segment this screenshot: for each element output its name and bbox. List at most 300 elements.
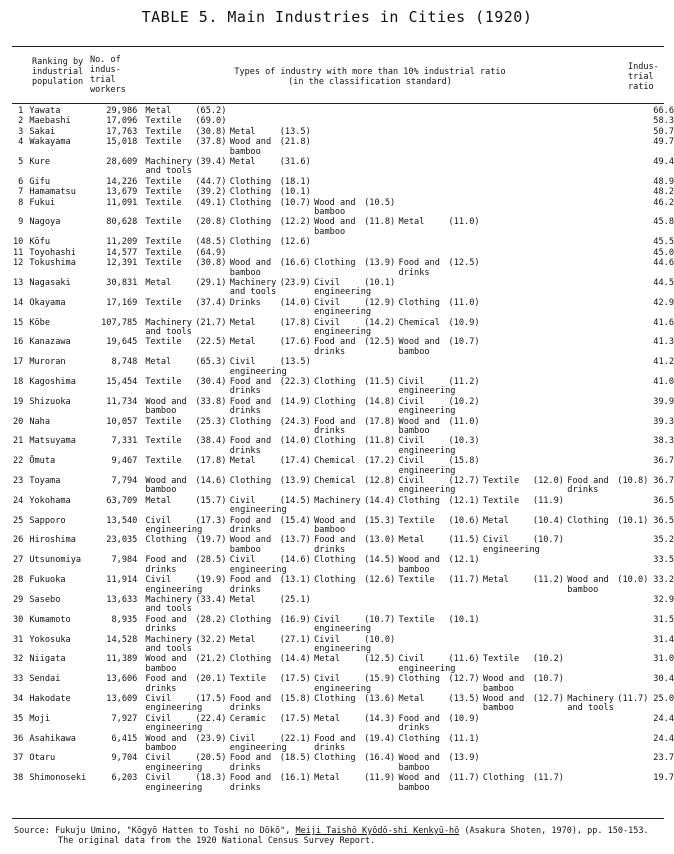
workers-cell: 11,914 [106, 575, 138, 586]
industry-percent: (11.7) [448, 773, 480, 784]
industry-name: Metal [229, 317, 256, 328]
industry-name: Textile [145, 436, 182, 447]
city-cell: Maebashi [29, 116, 71, 127]
table-row [12, 774, 674, 794]
industry-cell [310, 497, 394, 517]
industry-percent: (10.5) [364, 197, 396, 208]
industry-name: Textile [398, 575, 435, 586]
industry-cell [310, 774, 394, 794]
workers-cell: 9,467 [111, 456, 138, 467]
industry-cell [141, 418, 225, 438]
industry-percent: (22.5) [195, 337, 227, 348]
industry-cell [479, 378, 563, 398]
table-row [12, 497, 674, 517]
industry-name: Civil engineering [145, 515, 203, 536]
table-row [12, 418, 674, 438]
industry-cell [226, 259, 310, 279]
industry-cell [563, 437, 647, 457]
industry-cell [479, 536, 563, 556]
industry-percent: (25.1) [279, 594, 311, 605]
industry-name: Clothing [229, 217, 272, 228]
industry-name: Food and drinks [145, 555, 187, 575]
table-row [12, 735, 674, 755]
industry-name: Textile [145, 217, 182, 228]
industry-name: Wood and bamboo [398, 555, 440, 575]
industry-name: Metal [482, 575, 509, 586]
industry-cell [141, 695, 225, 715]
industry-percent: (13.5) [279, 357, 311, 368]
industry-cell [141, 138, 225, 158]
industry-cell [479, 249, 563, 259]
industry-percent: (14.6) [195, 476, 227, 487]
industry-cell [226, 378, 310, 398]
industry-name: Wood and bamboo [145, 654, 187, 674]
industry-cell [395, 178, 479, 188]
industry-name: Textile [145, 187, 182, 198]
table-row [12, 675, 674, 695]
industry-cell [395, 319, 479, 339]
industry-name: Food and drinks [314, 337, 356, 357]
industry-percent: (13.7) [279, 535, 311, 546]
industry-name: Metal [229, 157, 256, 168]
industry-name: Food and drinks [314, 535, 356, 555]
industry-name: Civil engineering [145, 713, 203, 734]
workers-cell: 7,984 [111, 555, 138, 566]
industry-cell [563, 158, 647, 178]
header-types-line2: (in the classification standard) [288, 77, 452, 87]
industry-name: Clothing [229, 197, 272, 208]
industry-percent: (17.8) [195, 456, 227, 467]
industry-cell [479, 655, 563, 675]
industry-percent: (17.5) [195, 693, 227, 704]
industry-percent: (32.2) [195, 634, 227, 645]
industry-name: Civil engineering [145, 693, 203, 714]
rank-cell: 34 [12, 693, 24, 704]
industry-percent: (11.7) [617, 693, 649, 704]
rank-cell: 7 [18, 187, 24, 198]
industry-name: Clothing [398, 733, 440, 744]
industry-cell [226, 556, 310, 576]
industry-cell [141, 398, 225, 418]
industry-percent: (12.7) [448, 476, 480, 487]
industry-percent: (14.8) [364, 396, 396, 407]
ratio-cell: 25.0 [653, 693, 674, 704]
industry-percent: (65.3) [195, 357, 227, 368]
ratio-cell: 31.4 [653, 634, 674, 645]
industry-name: Machinery and tools [145, 317, 192, 337]
city-cell: Sakai [29, 126, 56, 137]
industry-name: Clothing [314, 693, 356, 704]
industry-cell [226, 158, 310, 178]
industry-cell [226, 218, 310, 238]
ratio-cell: 35.2 [653, 535, 674, 546]
industry-cell [141, 378, 225, 398]
industry-cell [479, 418, 563, 438]
rank-cell: 11 [12, 247, 24, 258]
industry-cell [395, 636, 479, 656]
industry-percent: (10.4) [532, 515, 564, 526]
industry-cell [479, 735, 563, 755]
industry-name: Civil engineering [314, 297, 372, 318]
industry-percent: (11.2) [532, 575, 564, 586]
industry-name: Textile [398, 614, 435, 625]
industry-cell [310, 437, 394, 457]
industry-name: Ceramic [229, 713, 266, 724]
ratio-cell: 36.7 [653, 456, 674, 467]
industry-cell [563, 636, 647, 656]
industry-name: Food and drinks [229, 376, 272, 397]
table-row [12, 398, 674, 418]
industry-percent: (17.8) [364, 416, 396, 427]
table-row [12, 596, 674, 616]
industry-name: Civil engineering [145, 773, 203, 793]
industry-cell [479, 178, 563, 188]
industry-percent: (12.7) [532, 693, 564, 704]
industry-percent: (21.2) [195, 654, 227, 665]
industry-percent: (10.7) [532, 535, 564, 546]
industry-cell [563, 695, 647, 715]
industry-cell [563, 616, 647, 636]
industry-name: Wood and bamboo [229, 535, 272, 555]
industry-name: Metal [314, 773, 340, 784]
industry-cell [226, 576, 310, 596]
industry-cell [226, 199, 310, 219]
workers-cell: 7,927 [111, 713, 138, 724]
industry-percent: (15.3) [364, 515, 396, 526]
industry-percent: (13.1) [279, 575, 311, 586]
rank-cell: 3 [18, 126, 24, 137]
industry-percent: (20.1) [195, 674, 227, 685]
industry-percent: (10.1) [617, 515, 649, 526]
industry-cell [479, 457, 563, 477]
industry-percent: (14.0) [279, 436, 311, 447]
bottom-rule [12, 818, 664, 819]
industry-cell [563, 477, 647, 497]
industry-cell [226, 107, 310, 117]
industry-cell [563, 199, 647, 219]
table-row [12, 517, 674, 537]
workers-cell: 13,679 [106, 187, 138, 198]
table-title: TABLE 5. Main Industries in Cities (1920) [141, 8, 533, 26]
industry-cell [479, 188, 563, 198]
industry-cell [141, 715, 225, 735]
industry-percent: (14.4) [364, 495, 396, 506]
industry-name: Wood and bamboo [398, 773, 440, 793]
industry-cell [141, 517, 225, 537]
industry-cell [563, 138, 647, 158]
industry-cell [226, 754, 310, 774]
ratio-cell: 19.7 [653, 773, 674, 784]
industry-cell [395, 774, 479, 794]
table-row [12, 358, 674, 378]
industry-name: Machinery and tools [145, 634, 192, 654]
industry-percent: (20.5) [195, 753, 227, 764]
industry-cell [479, 774, 563, 794]
industry-cell [141, 299, 225, 319]
table-row [12, 378, 674, 398]
industry-cell [395, 117, 479, 127]
industry-percent: (31.6) [279, 157, 311, 168]
industry-cell [141, 338, 225, 358]
industry-name: Food and drinks [398, 713, 440, 734]
rank-cell: 30 [12, 614, 24, 625]
industry-cell [479, 556, 563, 576]
industry-percent: (10.2) [532, 654, 564, 665]
industry-name: Wood and bamboo [314, 217, 356, 237]
industry-cell [310, 178, 394, 188]
top-rule [12, 46, 664, 47]
rank-cell: 4 [18, 137, 24, 148]
table-row [12, 715, 674, 735]
industry-percent: (10.1) [448, 614, 480, 625]
workers-cell: 7,331 [111, 436, 138, 447]
industry-cell [310, 378, 394, 398]
ratio-cell: 66.6 [653, 106, 674, 116]
city-cell: Kure [29, 157, 51, 168]
industry-percent: (12.5) [364, 337, 396, 348]
ratio-cell: 50.7 [653, 126, 674, 137]
industry-percent: (14.0) [279, 297, 311, 308]
industry-cell [479, 299, 563, 319]
industry-percent: (37.4) [195, 297, 227, 308]
industry-name: Wood and bamboo [398, 416, 440, 436]
industry-percent: (12.0) [532, 476, 564, 487]
industry-cell [395, 655, 479, 675]
workers-cell: 11,389 [106, 654, 138, 665]
source-prefix: Source: Fukuju Umino, "Kōgyō Hatten to Toshi no Dōkō", [14, 826, 296, 836]
industry-percent: (33.8) [195, 396, 227, 407]
industry-cell [563, 338, 647, 358]
industry-percent: (15.8) [279, 693, 311, 704]
city-cell: Hakodate [29, 693, 71, 704]
industry-name: Food and drinks [229, 396, 272, 417]
industry-name: Metal [145, 495, 172, 506]
table-row [12, 576, 674, 596]
industry-percent: (18.5) [279, 753, 311, 764]
industry-percent: (10.7) [532, 674, 564, 685]
industry-cell [226, 138, 310, 158]
industry-cell [395, 616, 479, 636]
ratio-cell: 36.5 [653, 515, 674, 526]
industry-percent: (24.3) [279, 416, 311, 427]
ratio-cell: 24.4 [653, 733, 674, 744]
rank-cell: 9 [18, 217, 24, 228]
industry-name: Clothing [314, 753, 356, 764]
industry-name: Civil engineering [229, 495, 287, 516]
industry-percent: (13.9) [364, 258, 396, 269]
industry-cell [563, 279, 647, 299]
industry-name: Clothing [398, 495, 440, 506]
ratio-cell: 48.9 [653, 176, 674, 187]
workers-cell: 13,540 [106, 515, 138, 526]
industry-cell [395, 299, 479, 319]
rank-cell: 8 [18, 197, 24, 208]
city-cell: Nagasaki [29, 277, 71, 288]
city-cell: Tokushima [29, 258, 76, 269]
industry-name: Machinery and tools [145, 157, 192, 177]
ratio-cell: 45.5 [653, 237, 674, 248]
industry-name: Wood and bamboo [229, 137, 272, 157]
industry-percent: (11.7) [532, 773, 564, 784]
rank-cell: 13 [12, 277, 24, 288]
industry-name: Clothing [567, 515, 609, 526]
table-row [12, 338, 674, 358]
industry-percent: (15.7) [195, 495, 227, 506]
industry-cell [563, 754, 647, 774]
industry-percent: (11.0) [448, 297, 480, 308]
industry-percent: (37.8) [195, 137, 227, 148]
industry-percent: (28.5) [195, 555, 227, 566]
ratio-cell: 24.4 [653, 713, 674, 724]
industry-cell [479, 636, 563, 656]
industry-cell [563, 556, 647, 576]
industry-name: Textile [145, 258, 182, 269]
industry-name: Food and drinks [567, 476, 609, 496]
ratio-cell: 49.4 [653, 157, 674, 168]
industry-percent: (65.2) [195, 106, 227, 116]
industry-percent: (22.1) [279, 733, 311, 744]
industry-cell [395, 188, 479, 198]
industry-cell [310, 536, 394, 556]
industry-cell [563, 128, 647, 138]
rank-cell: 18 [12, 376, 24, 387]
industry-cell [479, 715, 563, 735]
industry-percent: (13.5) [279, 126, 311, 137]
ratio-cell: 33.5 [653, 555, 674, 566]
rank-cell: 31 [12, 634, 24, 645]
ratio-cell: 33.2 [653, 575, 674, 586]
industry-percent: (13.5) [448, 693, 480, 704]
industry-percent: (10.6) [448, 515, 480, 526]
industry-name: Clothing [229, 614, 272, 625]
industry-cell [141, 218, 225, 238]
industry-name: Textile [145, 376, 182, 387]
industry-name: Civil engineering [482, 535, 540, 555]
table-row [12, 655, 674, 675]
rank-cell: 2 [18, 116, 24, 127]
industry-percent: (14.4) [279, 654, 311, 665]
table-row [12, 536, 674, 556]
industry-cell [141, 675, 225, 695]
industry-name: Chemical [398, 317, 440, 328]
rank-cell: 5 [18, 157, 24, 168]
industry-cell [141, 576, 225, 596]
industry-percent: (11.9) [364, 773, 396, 784]
workers-cell: 63,709 [106, 495, 138, 506]
industry-cell [141, 735, 225, 755]
industry-cell [563, 107, 647, 117]
industry-cell [395, 437, 479, 457]
industry-cell [226, 774, 310, 794]
industry-name: Metal [398, 693, 425, 704]
rank-cell: 1 [18, 106, 24, 116]
industry-cell [395, 338, 479, 358]
industry-percent: (30.8) [195, 126, 227, 137]
rank-cell: 38 [12, 773, 24, 784]
industry-cell [395, 695, 479, 715]
city-cell: Hamamatsu [29, 187, 76, 198]
ratio-cell: 32.9 [653, 594, 674, 605]
industry-percent: (14.5) [279, 495, 311, 506]
industry-cell [563, 536, 647, 556]
industry-percent: (33.4) [195, 594, 227, 605]
table-row [12, 279, 674, 299]
industry-percent: (25.3) [195, 416, 227, 427]
industry-name: Clothing [314, 376, 356, 387]
industry-name: Clothing [314, 555, 356, 566]
source-book-title: Meiji Taishō Kyōdō-shi Kenkyū-hō [295, 826, 460, 836]
rank-cell: 19 [12, 396, 24, 407]
industry-percent: (38.4) [195, 436, 227, 447]
city-cell: Asahikawa [29, 733, 76, 744]
industry-name: Food and drinks [229, 773, 272, 793]
industry-percent: (14.5) [364, 555, 396, 566]
industry-name: Civil engineering [229, 357, 287, 377]
industry-name: Metal [482, 515, 509, 526]
ratio-cell: 48.2 [653, 187, 674, 198]
city-cell: Sapporo [29, 515, 66, 526]
industry-percent: (15.9) [364, 674, 396, 685]
industry-cell [141, 199, 225, 219]
industry-name: Textile [145, 116, 182, 127]
industry-cell [226, 398, 310, 418]
industry-percent: (11.8) [364, 217, 396, 228]
table-row [12, 138, 674, 158]
industry-name: Clothing [229, 237, 272, 248]
header-types-line1: Types of industry with more than 10% industrial ratio [234, 67, 506, 77]
industry-name: Civil engineering [229, 555, 287, 575]
city-cell: Shizuoka [29, 396, 71, 407]
industry-name: Metal [145, 277, 172, 288]
industry-cell [479, 218, 563, 238]
industry-percent: (20.8) [195, 217, 227, 228]
industry-cell [479, 576, 563, 596]
table-row [12, 158, 674, 178]
ratio-cell: 38.3 [653, 436, 674, 447]
city-cell: Yokosuka [29, 634, 71, 645]
industry-cell [395, 218, 479, 238]
industry-cell [226, 517, 310, 537]
industry-percent: (19.7) [195, 535, 227, 546]
industry-percent: (10.8) [617, 476, 649, 487]
industry-cell [310, 655, 394, 675]
rank-cell: 33 [12, 674, 24, 685]
industry-cell [310, 735, 394, 755]
industry-cell [479, 675, 563, 695]
industry-cell [226, 596, 310, 616]
workers-cell: 19,645 [106, 337, 138, 348]
industry-name: Civil engineering [229, 733, 287, 753]
industry-percent: (11.0) [448, 217, 480, 228]
industry-percent: (10.0) [617, 575, 649, 586]
industry-name: Food and drinks [229, 436, 272, 456]
industry-cell [226, 735, 310, 755]
industry-cell [395, 398, 479, 418]
industry-name: Wood and bamboo [145, 476, 187, 496]
industry-percent: (11.6) [448, 654, 480, 665]
industry-cell [310, 576, 394, 596]
industry-name: Textile [145, 197, 182, 208]
industry-name: Textile [145, 237, 182, 248]
industry-percent: (30.8) [195, 258, 227, 269]
industry-name: Food and drinks [229, 575, 272, 595]
ratio-cell: 45.0 [653, 247, 674, 258]
industry-percent: (10.1) [279, 187, 311, 198]
workers-cell: 13,606 [106, 674, 138, 685]
industry-percent: (69.0) [195, 116, 227, 127]
industry-percent: (18.1) [279, 176, 311, 187]
industry-cell [479, 754, 563, 774]
